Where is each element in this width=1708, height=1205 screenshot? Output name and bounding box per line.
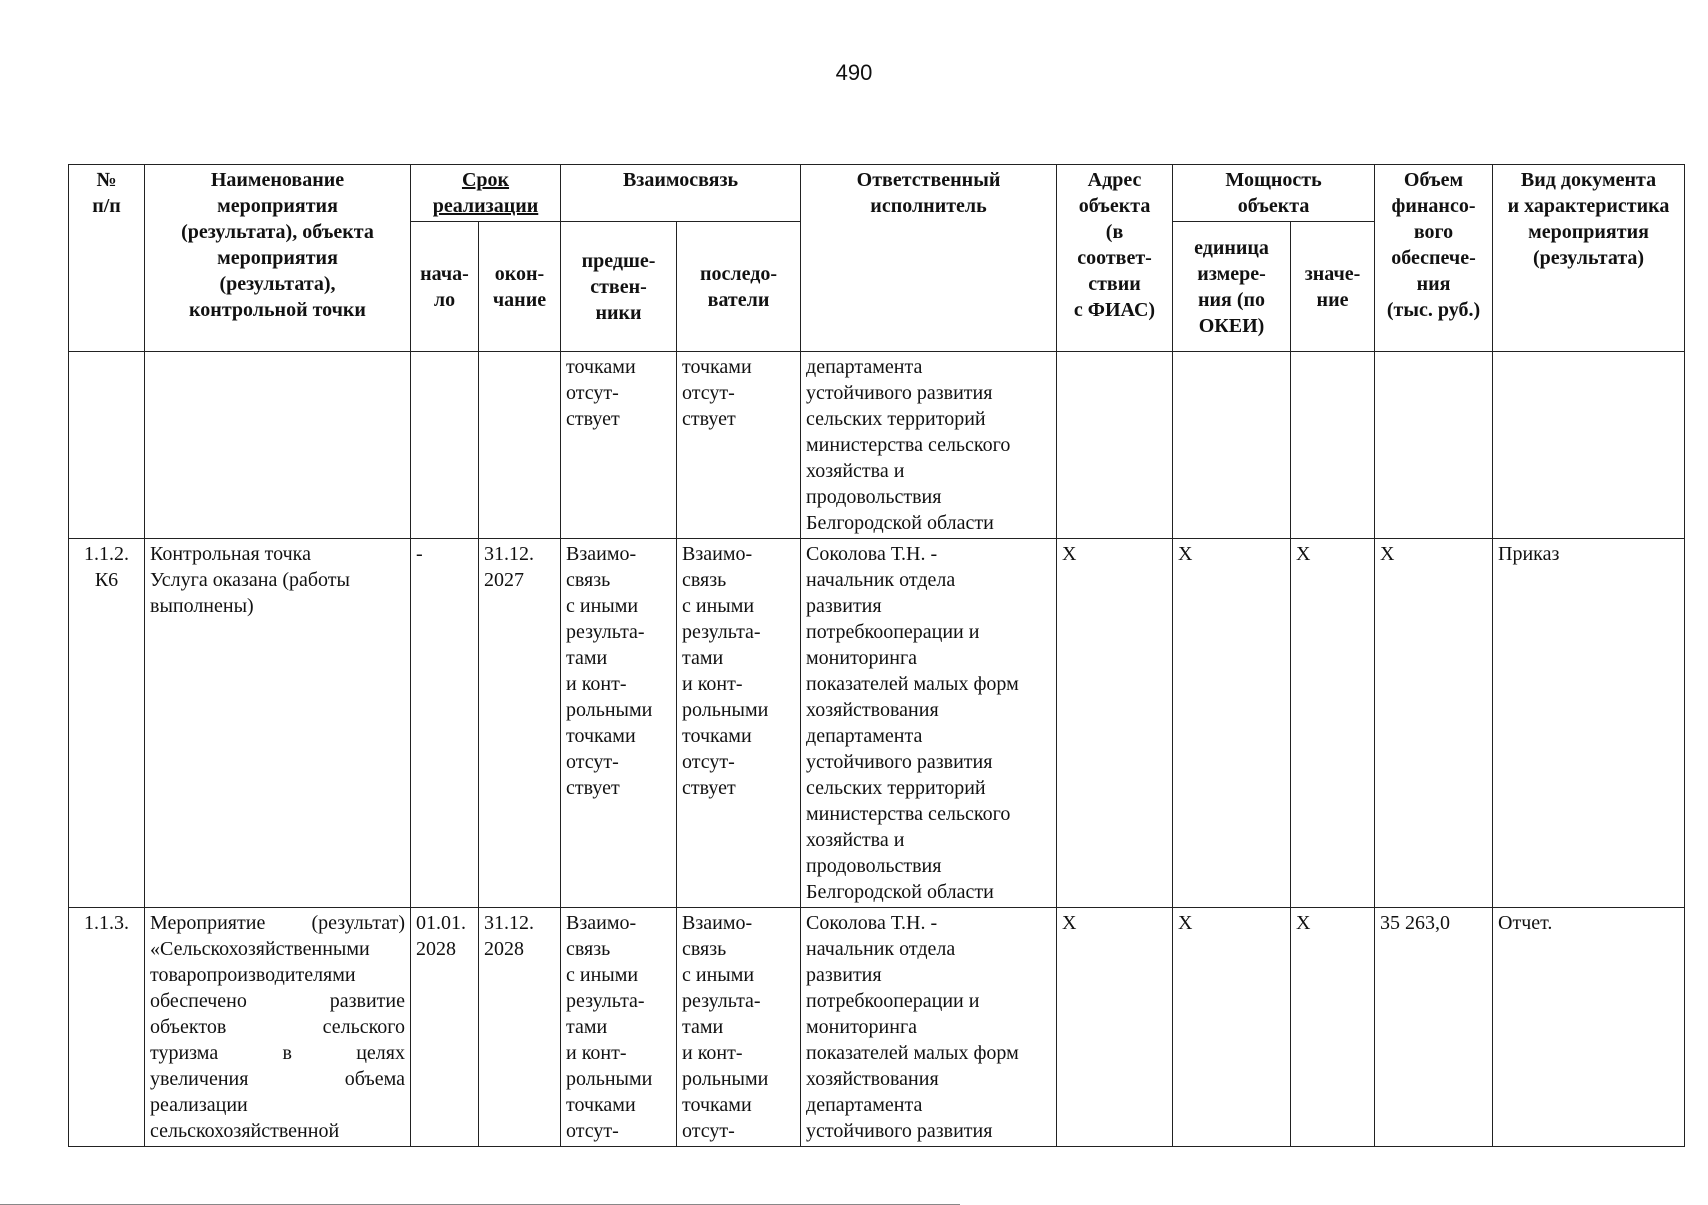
header-name: Наименование мероприятия (результата), объекта мероприятия (результата), контрольной точки xyxy=(145,165,411,352)
cell-doc: Отчет. xyxy=(1493,908,1685,1147)
header-row-1 xyxy=(69,165,1685,222)
header-doc-type: Вид документа и характеристика мероприятия (результата) xyxy=(1493,165,1685,352)
cell-prev: Взаимо- связь с иными результа- тами и конт- рольными точками отсут- ствует xyxy=(561,539,677,908)
header-srok-end: окон- чание xyxy=(479,222,561,352)
header-capacity: Мощность объекта xyxy=(1173,165,1375,222)
cell-address xyxy=(1057,352,1173,539)
cell-num: 1.1.3. xyxy=(69,908,145,1147)
cell-unit: X xyxy=(1173,908,1291,1147)
name-line: товаропроизводителями xyxy=(150,964,356,986)
name-line: «Сельскохозяйственными xyxy=(150,938,370,960)
cell-end xyxy=(479,352,561,539)
cell-next: Взаимо- связь с иными результа- тами и конт- рольными точками отсут- xyxy=(677,908,801,1147)
header-responsible: Ответственный исполнитель xyxy=(801,165,1057,352)
cell-end: 31.12. 2027 xyxy=(479,539,561,908)
cell-prev: Взаимо- связь с иными результа- тами и конт- рольными точками отсут- xyxy=(561,908,677,1147)
cell-address: X xyxy=(1057,908,1173,1147)
cell-end: 31.12. 2028 xyxy=(479,908,561,1147)
cell-unit xyxy=(1173,352,1291,539)
name-line: увеличения объема xyxy=(150,1068,405,1090)
table-row xyxy=(69,539,1685,908)
cell-funding: 35 263,0 xyxy=(1375,908,1493,1147)
cell-responsible: Соколова Т.Н. - начальник отдела развития потребкооперации и мониторинга показателей малых форм хозяйствования департамента устойчивого развития xyxy=(801,908,1057,1147)
header-capacity-unit: единица измере- ния (по ОКЕИ) xyxy=(1173,222,1291,352)
name-line: туризма в целях xyxy=(150,1042,405,1064)
header-funding: Объем финансо- вого обеспече- ния (тыс. руб.) xyxy=(1375,165,1493,352)
header-link: Взаимосвязь xyxy=(561,165,801,222)
name-line: реализации xyxy=(150,1094,248,1116)
name-line: Мероприятие (результат) xyxy=(150,912,405,934)
cell-prev: точками отсут- ствует xyxy=(561,352,677,539)
name-line: сельскохозяйственной xyxy=(150,1120,340,1142)
table-row xyxy=(69,908,1685,1147)
cell-name: Контрольная точка Услуга оказана (работы выполнены) xyxy=(145,539,411,908)
cell-responsible: Соколова Т.Н. - начальник отдела развития потребкооперации и мониторинга показателей малых форм хозяйствования департамента устойчивого развития сельских территорий министерства сельского хозяйства и продовольствия Белгородской области xyxy=(801,539,1057,908)
cell-funding: X xyxy=(1375,539,1493,908)
cell-address: X xyxy=(1057,539,1173,908)
header-link-prev: предше- ствен- ники xyxy=(561,222,677,352)
cell-start: 01.01. 2028 xyxy=(411,908,479,1147)
name-line: объектов сельского xyxy=(150,1016,405,1038)
cell-start: - xyxy=(411,539,479,908)
header-srok-start: нача- ло xyxy=(411,222,479,352)
cell-value: X xyxy=(1291,908,1375,1147)
cell-num xyxy=(69,352,145,539)
cell-responsible: департамента устойчивого развития сельских территорий министерства сельского хозяйства и продовольствия Белгородской области xyxy=(801,352,1057,539)
cell-next: Взаимо- связь с иными результа- тами и конт- рольными точками отсут- ствует xyxy=(677,539,801,908)
cell-doc xyxy=(1493,352,1685,539)
cell-num: 1.1.2. К6 xyxy=(69,539,145,908)
cell-name xyxy=(145,908,411,1147)
cell-value xyxy=(1291,352,1375,539)
name-line: обеспечено развитие xyxy=(150,990,405,1012)
page-number: 490 xyxy=(835,60,873,85)
cell-start xyxy=(411,352,479,539)
header-link-next: последо- ватели xyxy=(677,222,801,352)
cell-funding xyxy=(1375,352,1493,539)
cell-name xyxy=(145,352,411,539)
cell-unit: X xyxy=(1173,539,1291,908)
cell-next: точками отсут- ствует xyxy=(677,352,801,539)
header-num: № п/п xyxy=(69,165,145,352)
cell-value: X xyxy=(1291,539,1375,908)
table-row xyxy=(69,352,1685,539)
header-srok: Срок реализации xyxy=(411,165,561,222)
cell-doc: Приказ xyxy=(1493,539,1685,908)
header-address: Адрес объекта (в соответ- ствии с ФИАС) xyxy=(1057,165,1173,352)
header-capacity-value: значе- ние xyxy=(1291,222,1375,352)
measures-table xyxy=(68,164,1685,1147)
